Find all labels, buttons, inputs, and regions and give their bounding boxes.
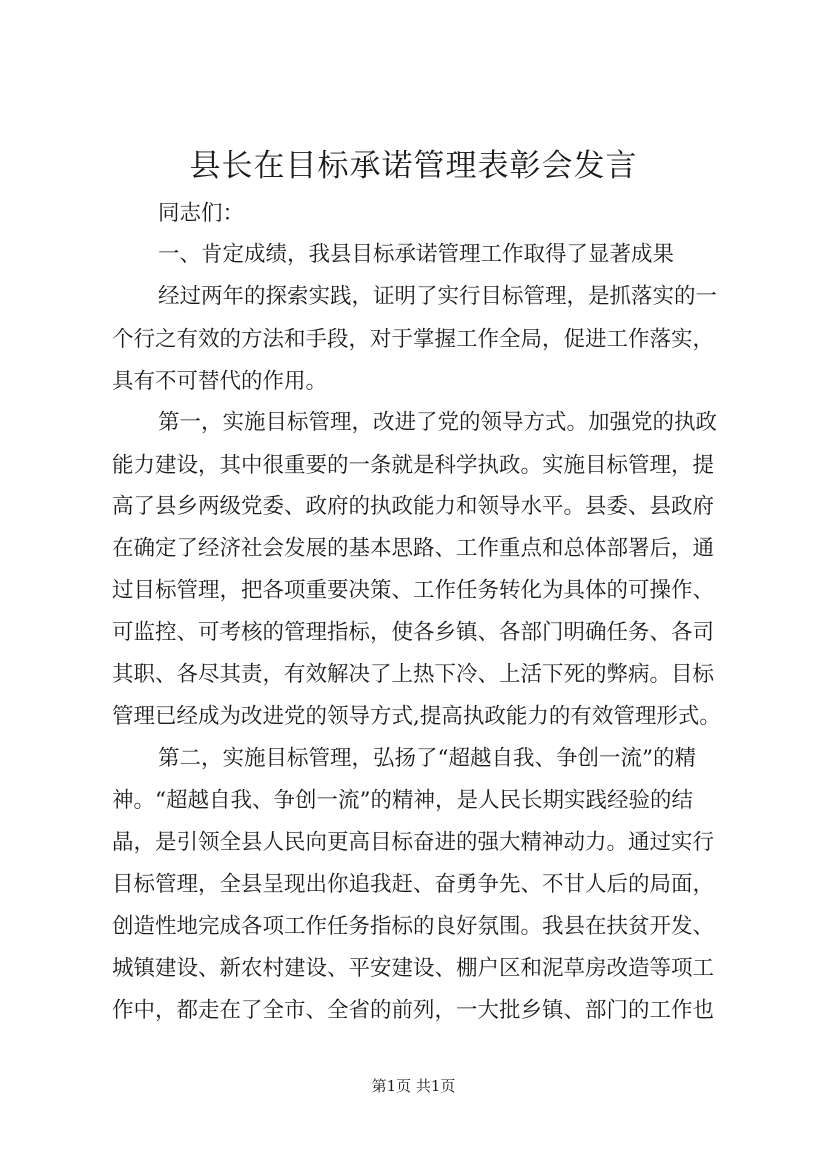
paragraph-line: 晶，是引领全县人民向更高目标奋进的强大精神动力。通过实行 [112,830,715,855]
paragraph-line: 经过两年的探索实践，证明了实行目标管理，是抓落实的一 [158,284,718,309]
paragraph-line: 能力建设，其中很重要的一条就是科学执政。实施目标管理，提 [112,453,715,478]
paragraph-line: 可监控、可考核的管理指标，使各乡镇、各部门明确任务、各司 [112,620,715,645]
page-number-footer: 第1页 共1页 [371,1077,456,1095]
salutation: 同志们： [158,201,245,226]
paragraph-line: 第二，实施目标管理，弘扬了“超越自我、争创一流”的精 [158,746,696,771]
paragraph-line: 城镇建设、新农村建设、平安建设、棚户区和泥草房改造等项工 [112,956,715,981]
paragraph-line: 创造性地完成各项工作任务指标的良好氛围。我县在扶贫开发、 [112,914,715,939]
paragraph-line: 目标管理，全县呈现出你追我赶、奋勇争先、不甘人后的局面， [112,872,715,897]
paragraph-line: 具有不可替代的作用。 [112,369,328,394]
paragraph-line: 神。“超越自我、争创一流”的精神，是人民长期实践经验的结 [112,788,693,813]
paragraph-line: 在确定了经济社会发展的基本思路、工作重点和总体部署后，通 [112,536,715,561]
paragraph-line: 作中，都走在了全市、全省的前列，一大批乡镇、部门的工作也 [112,998,715,1023]
paragraph-line: 个行之有效的方法和手段，对于掌握工作全局，促进工作落实， [112,327,715,352]
paragraph-line: 其职、各尽其责，有效解决了上热下冷、上活下死的弊病。目标 [112,662,715,687]
paragraph-line: 过目标管理，把各项重要决策、工作任务转化为具体的可操作、 [112,578,715,603]
section-heading: 一、肯定成绩，我县目标承诺管理工作取得了显著成果 [158,242,675,267]
paragraph-line: 高了县乡两级党委、政府的执政能力和领导水平。县委、县政府 [112,494,715,519]
paragraph-line: 第一，实施目标管理，改进了党的领导方式。加强党的执政 [158,410,718,435]
document-title: 县长在目标承诺管理表彰会发言 [189,148,638,184]
paragraph-line: 管理已经成为改进党的领导方式,提高执政能力的有效管理形式。 [112,704,721,729]
